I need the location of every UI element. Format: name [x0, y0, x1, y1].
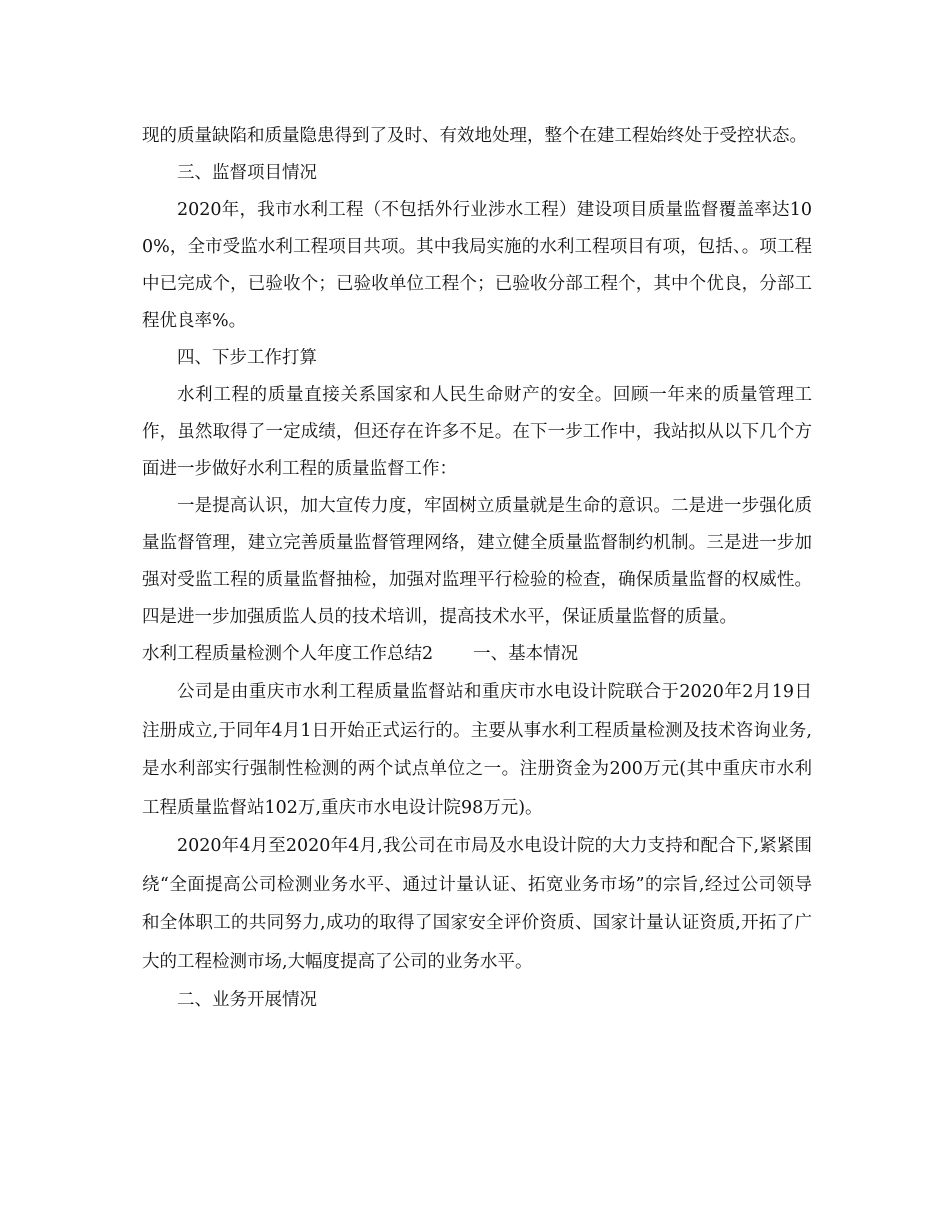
section-heading-next-steps: 四、下步工作打算: [177, 348, 317, 368]
document-second-title-line: [142, 636, 812, 673]
paragraph-supervision-projects: 2020年，我市水利工程（不包括外行业涉水工程）建设项目质量监督覆盖率达100%，全市受监水利工程项目共项。其中我局实施的水利工程项目有项，包括、。项工程中已完成个，已验收个；已验收单位工程个；已验收分部工程个，其中个优良，分部工程优良率%。: [142, 200, 812, 331]
section-heading-supervision-projects: 三、监督项目情况: [177, 163, 317, 183]
paragraph-continuation: 现的质量缺陷和质量隐患得到了及时、有效地处理，整个在建工程始终处于受控状态。: [142, 126, 807, 146]
paragraph-next-steps-measures: 一是提高认识，加大宣传力度，牢固树立质量就是生命的意识。二是进一步强化质量监督管理，建立完善质量监督管理网络，建立健全质量监督制约机制。三是进一步加强对受监工程的质量监督抽检，加强对监理平行检验的检查，确保质量监督的权威性。四是进一步加强质监人员的技术培训，提高技术水平，保证质量监督的质量。: [142, 496, 812, 627]
second-document-title: 水利工程质量检测个人年度工作总结2: [142, 644, 434, 664]
document-body: [142, 118, 812, 1020]
section-heading-basic-info: 一、基本情况: [473, 644, 579, 664]
paragraph-next-steps-intro: 水利工程的质量直接关系国家和人民生命财产的安全。回顾一年来的质量管理工作，虽然取得了一定成绩，但还存在许多不足。在下一步工作中，我站拟从以下几个方面进一步做好水利工程的质量监督工作：: [142, 385, 812, 479]
section-heading-business: 二、业务开展情况: [177, 990, 317, 1010]
paragraph-company-achievements: 2020年4月至2020年4月,我公司在市局及水电设计院的大力支持和配合下,紧紧围绕“全面提高公司检测业务水平、通过计量认证、拓宽业务市场”的宗旨,经过公司领导和全体职工的共同努力,成功的取得了国家安全评价资质、国家计量认证资质,开拓了广大的工程检测市场,大幅度提高了公司的业务水平。: [142, 836, 812, 972]
paragraph-company-intro: 公司是由重庆市水利工程质量监督站和重庆市水电设计院联合于2020年2月19日注册成立,于同年4月1日开始正式运行的。主要从事水利工程质量检测及技术咨询业务,是水利部实行强制性检测的两个试点单位之一。注册资金为200万元(其中重庆市水利工程质量监督站102万,重庆市水电设计院98万元)。: [142, 682, 812, 818]
